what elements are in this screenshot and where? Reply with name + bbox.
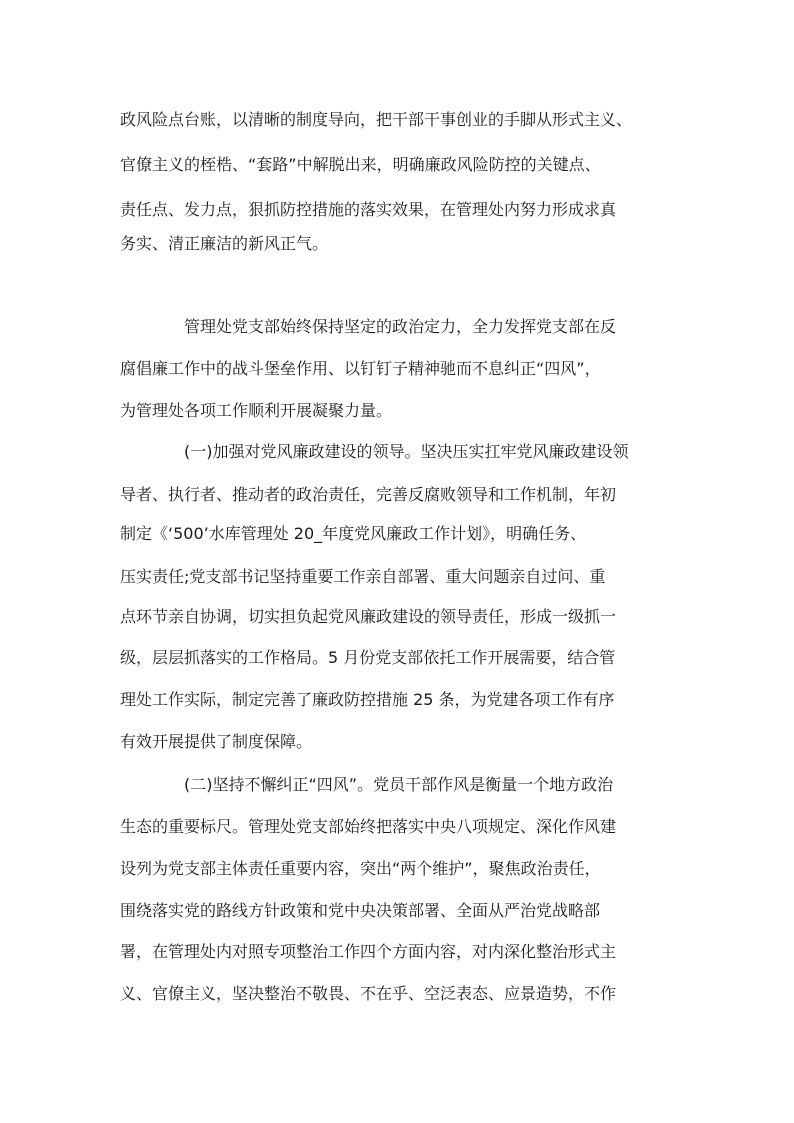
paragraph-line: 级，层层抓落实的工作格局。5 月份党支部依托工作开展需要，结合管 xyxy=(120,648,616,667)
paragraph-line: 政风险点台账，以清晰的制度导向，把干部干事创业的手脚从形式主义、 xyxy=(120,110,633,129)
paragraph-line: 围绕落实党的路线方针政策和党中央决策部署、全面从严治党战略部 xyxy=(120,901,601,920)
paragraph-first-line: 管理处党支部始终保持坚定的政治定力，全力发挥党支部在反 xyxy=(184,317,617,336)
paragraph-line: 导者、执行者、推动者的政治责任，完善反腐败领导和工作机制，年初 xyxy=(120,485,617,504)
paragraph-line: 务实、清正廉洁的新风正气。 xyxy=(120,234,329,253)
paragraph-line: 为管理处各项工作顺利开展凝聚力量。 xyxy=(120,401,393,420)
paragraph-line: 官僚主义的桎梏、“套路”中解脱出来，明确廉政风险防控的关键点、 xyxy=(120,155,601,174)
section-heading-line: (二)坚持不懈纠正“四风”。党员干部作风是衡量一个地方政治 xyxy=(184,775,614,794)
paragraph-line: 理处工作实际，制定完善了廉政防控措施 25 条，为党建各项工作有序 xyxy=(120,690,615,709)
paragraph-line: 责任点、发力点，狠抓防控措施的落实效果，在管理处内努力形成求真 xyxy=(120,200,617,219)
paragraph-line: 点环节亲自协调，切实担负起党风廉政建设的领导责任，形成一级抓一 xyxy=(120,607,617,626)
section-heading-line: (一)加强对党风廉政建设的领导。坚决压实扛牢党风廉政建设领 xyxy=(184,442,629,461)
paragraph-line: 制定《‘500’水库管理处 20_年度党风廉政工作计划》，明确任务、 xyxy=(120,524,587,543)
paragraph-line: 设列为党支部主体责任重要内容，突出“两个维护”，聚焦政治责任， xyxy=(120,859,601,878)
paragraph-line: 生态的重要标尺。管理处党支部始终把落实中央八项规定、深化作风建 xyxy=(120,817,617,836)
paragraph-line: 压实责任;党支部书记坚持重要工作亲自部署、重大问题亲自过问、重 xyxy=(120,567,606,586)
paragraph-line: 署，在管理处内对照专项整治工作四个方面内容，对内深化整治形式主 xyxy=(120,942,617,961)
paragraph-line: 义、官僚主义，坚决整治不敬畏、不在乎、空泛表态、应景造势，不作 xyxy=(120,984,617,1003)
paragraph-line: 有效开展提供了制度保障。 xyxy=(120,732,313,751)
paragraph-line: 腐倡廉工作中的战斗堡垒作用、以钉钉子精神驰而不息纠正“四风”， xyxy=(120,359,601,378)
